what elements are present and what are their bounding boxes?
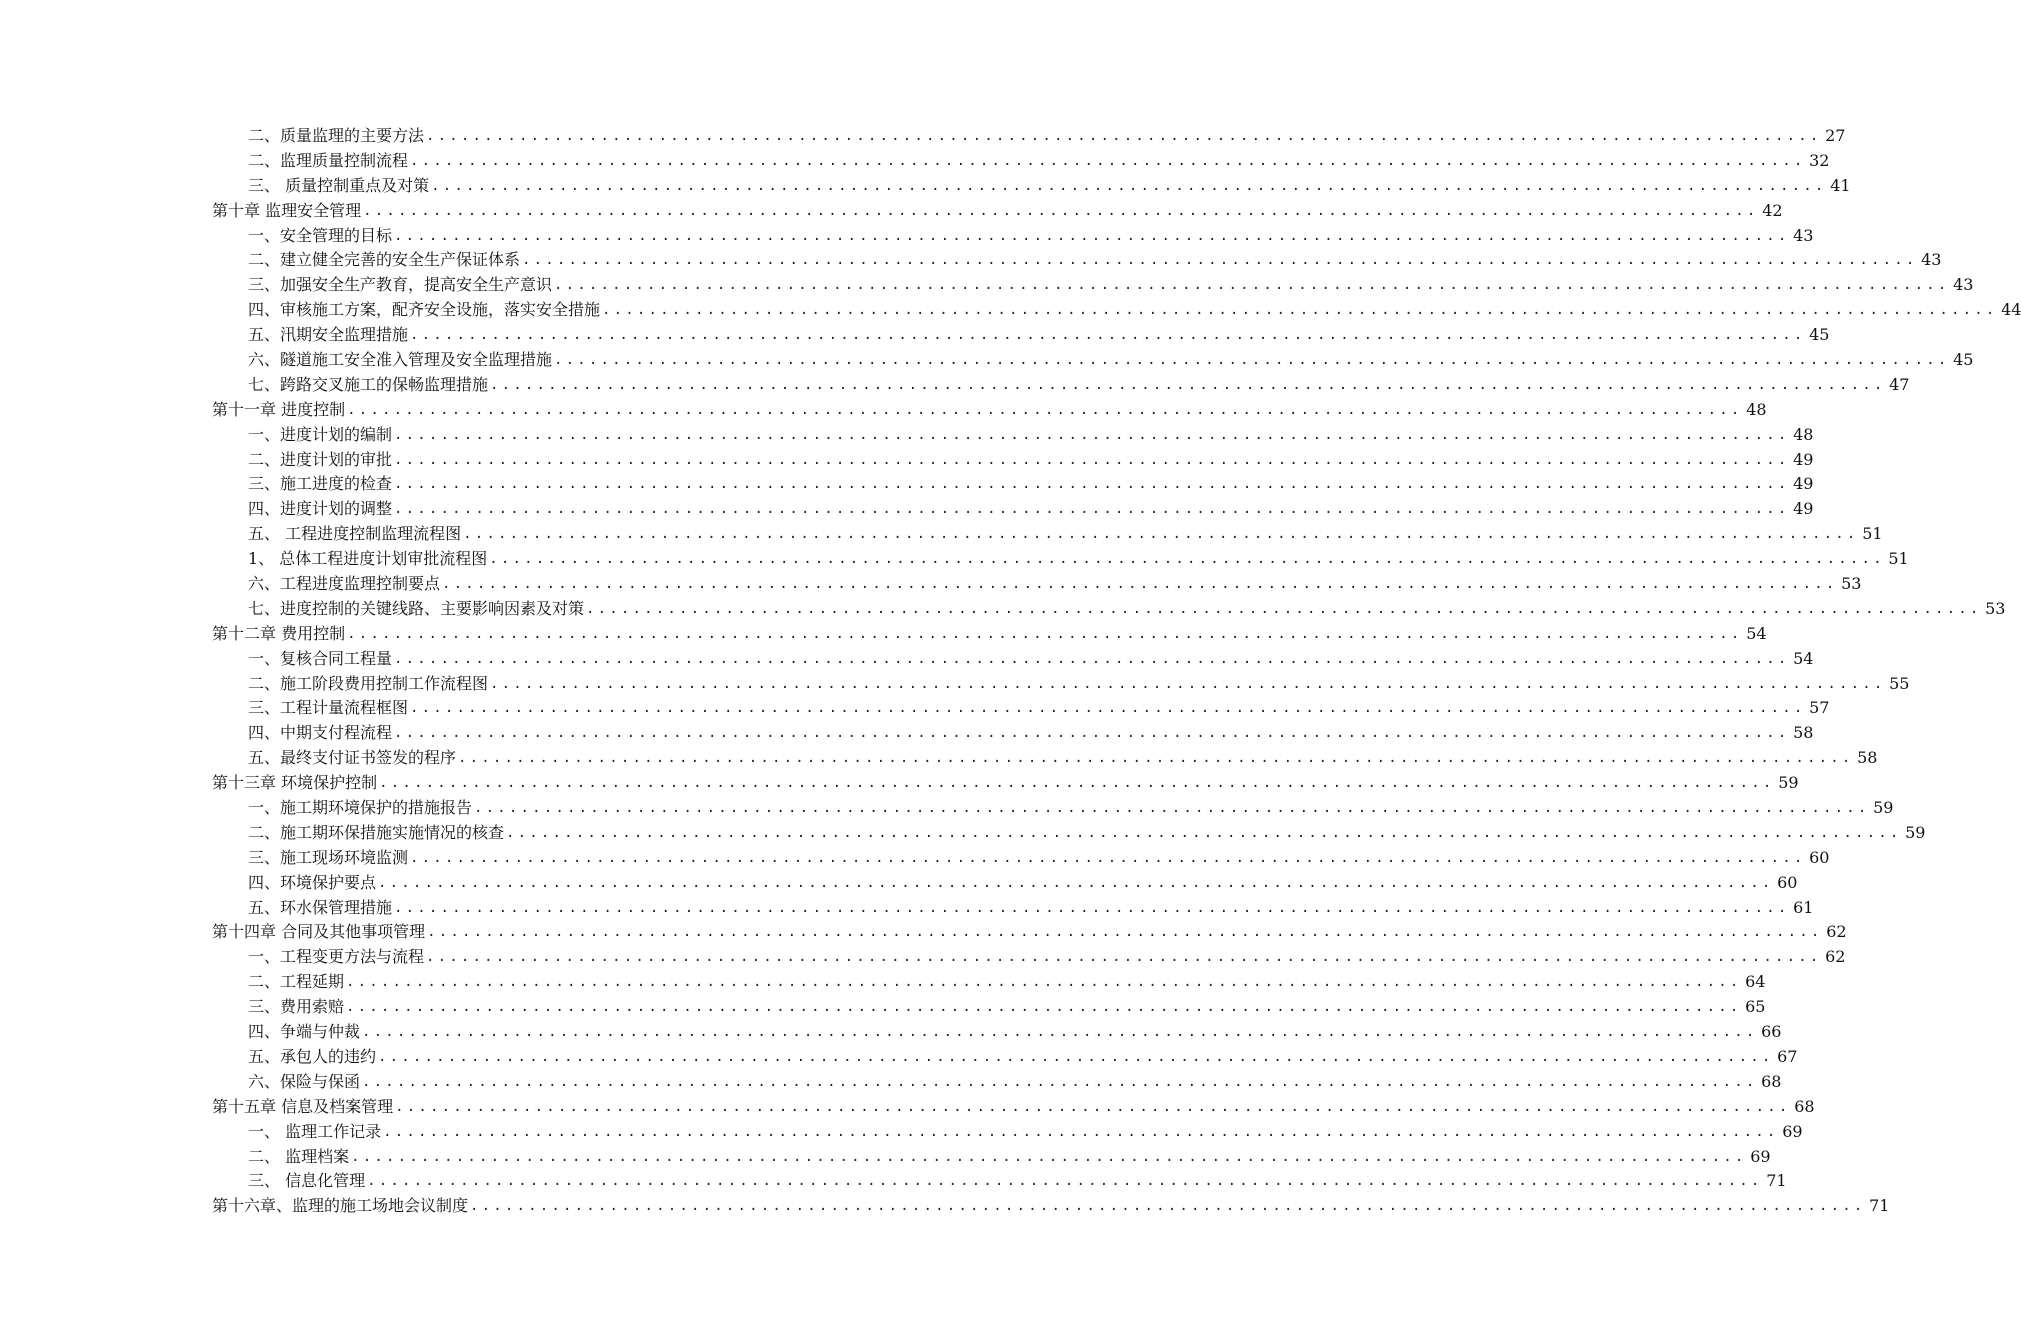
toc-entry-title: 二、工程延期 [248,972,345,992]
toc-section-entry[interactable] [212,1120,1803,1145]
toc-dot-leader: ........................................................................................................................ [554,277,1950,294]
toc-entry-title: 六、工程进度监理控制要点 [248,574,441,594]
toc-section-entry[interactable] [212,945,1846,970]
toc-chapter-entry[interactable] [212,398,1767,423]
toc-page-number: 71 [1869,1196,1890,1216]
toc-entry-title: 一、进度计划的编制 [248,424,393,444]
toc-dot-leader: ........................................................................................................................ [362,1073,1758,1090]
toc-section-entry[interactable] [212,273,1974,298]
toc-chapter-entry[interactable] [212,921,1847,946]
toc-dot-leader: ........................................................................................................................ [586,600,1982,617]
table-of-contents [212,124,2021,1219]
toc-chapter-entry[interactable] [212,1194,1890,1219]
toc-dot-leader: ........................................................................................................................ [362,1024,1758,1041]
toc-section-entry[interactable] [212,597,2006,622]
toc-section-entry[interactable] [212,1020,1782,1045]
toc-entry-title: 二、施工期环保措施实施情况的核查 [248,822,505,842]
toc-page-number: 53 [1985,598,2006,618]
toc-section-entry[interactable] [212,1169,1787,1194]
toc-section-entry[interactable] [212,871,1798,896]
toc-section-entry[interactable] [212,547,1909,572]
toc-page-number: 59 [1905,822,1926,842]
toc-section-entry[interactable] [212,124,1846,149]
toc-entry-title: 五、汛期安全监理措施 [248,325,409,345]
toc-page-number: 59 [1778,773,1799,793]
toc-page-number: 68 [1761,1071,1782,1091]
toc-section-entry[interactable] [212,1045,1798,1070]
toc-section-entry[interactable] [212,224,1814,249]
toc-page-number: 64 [1745,972,1766,992]
toc-dot-leader: ........................................................................................................................ [463,526,1859,543]
toc-section-entry[interactable] [212,1145,1771,1170]
toc-page-number: 58 [1793,723,1814,743]
toc-dot-leader: ........................................................................................................................ [394,650,1790,667]
toc-dot-leader: ........................................................................................................................ [474,800,1870,817]
toc-entry-title: 一、工程变更方法与流程 [248,947,425,967]
toc-dot-leader: ........................................................................................................................ [394,227,1790,244]
toc-chapter-entry[interactable] [212,622,1767,647]
toc-section-entry[interactable] [212,821,1926,846]
toc-chapter-entry[interactable] [212,199,1783,224]
toc-section-entry[interactable] [212,448,1814,473]
toc-dot-leader: ........................................................................................................................ [410,849,1806,866]
toc-page-number: 49 [1793,499,1814,519]
toc-page-number: 48 [1793,424,1814,444]
toc-section-entry[interactable] [212,572,1862,597]
toc-page-number: 54 [1793,648,1814,668]
toc-dot-leader: ........................................................................................................................ [394,725,1790,742]
toc-section-entry[interactable] [212,746,1878,771]
toc-page-number: 60 [1777,872,1798,892]
toc-page-number: 69 [1782,1121,1803,1141]
toc-page-number: 45 [1809,325,1830,345]
toc-dot-leader: ........................................................................................................................ [410,327,1806,344]
toc-page-number: 49 [1793,449,1814,469]
toc-page-number: 61 [1793,897,1814,917]
toc-entry-title: 第十五章 信息及档案管理 [212,1096,394,1116]
toc-dot-leader: ........................................................................................................................ [426,127,1822,144]
toc-page-number: 49 [1793,474,1814,494]
toc-page-number: 67 [1777,1046,1798,1066]
toc-section-entry[interactable] [212,846,1830,871]
toc-entry-title: 五、 工程进度控制监理流程图 [248,524,462,544]
toc-page-number: 51 [1862,524,1883,544]
toc-entry-title: 二、 监理档案 [248,1146,350,1166]
toc-entry-title: 三、工程计量流程框图 [248,698,409,718]
toc-dot-leader: ........................................................................................................................ [394,426,1790,443]
toc-entry-title: 一、 监理工作记录 [248,1121,382,1141]
toc-dot-leader: ........................................................................................................................ [394,476,1790,493]
toc-entry-title: 第十四章 合同及其他事项管理 [212,922,426,942]
toc-dot-leader: ........................................................................................................................ [351,1148,1747,1165]
toc-section-entry[interactable] [212,149,1830,174]
toc-section-entry[interactable] [212,323,1830,348]
toc-page-number: 68 [1794,1096,1815,1116]
toc-entry-title: 三、 质量控制重点及对策 [248,175,430,195]
toc-entry-title: 一、安全管理的目标 [248,225,393,245]
toc-section-entry[interactable] [212,647,1814,672]
toc-page-number: 54 [1746,623,1767,643]
toc-dot-leader: ........................................................................................................................ [410,152,1806,169]
toc-section-entry[interactable] [212,696,1830,721]
toc-page-number: 71 [1766,1171,1787,1191]
toc-entry-title: 第十六章、监理的施工场地会议制度 [212,1196,469,1216]
toc-dot-leader: ........................................................................................................................ [347,401,1743,418]
toc-page-number: 62 [1825,947,1846,967]
toc-page-number: 65 [1745,997,1766,1017]
toc-page-number: 58 [1857,748,1878,768]
toc-entry-title: 四、审核施工方案，配齐安全设施，落实安全措施 [248,300,601,320]
toc-section-entry[interactable] [212,497,1814,522]
toc-entry-title: 三、加强安全生产教育，提高安全生产意识 [248,275,553,295]
toc-dot-leader: ........................................................................................................................ [426,949,1822,966]
toc-dot-leader: ........................................................................................................................ [490,376,1886,393]
toc-entry-title: 四、环境保护要点 [248,872,377,892]
toc-page-number: 62 [1826,922,1847,942]
toc-dot-leader: ........................................................................................................................ [346,999,1742,1016]
toc-page-number: 48 [1746,399,1767,419]
toc-dot-leader: ........................................................................................................................ [602,302,1998,319]
toc-section-entry[interactable] [212,1070,1782,1095]
toc-dot-leader: ........................................................................................................................ [395,1098,1791,1115]
toc-entry-title: 三、施工现场环境监测 [248,847,409,867]
toc-dot-leader: ........................................................................................................................ [394,899,1790,916]
toc-section-entry[interactable] [212,472,1814,497]
toc-page-number: 44 [2001,300,2021,320]
toc-page-number: 32 [1809,150,1830,170]
toc-page-number: 57 [1809,698,1830,718]
toc-chapter-entry[interactable] [212,771,1799,796]
toc-entry-title: 七、进度控制的关键线路、主要影响因素及对策 [248,598,585,618]
toc-page-number: 69 [1750,1146,1771,1166]
toc-section-entry[interactable] [212,348,1974,373]
toc-dot-leader: ........................................................................................................................ [489,551,1885,568]
toc-entry-title: 二、监理质量控制流程 [248,150,409,170]
toc-entry-title: 三、 信息化管理 [248,1171,366,1191]
toc-entry-title: 三、费用索赔 [248,997,345,1017]
toc-section-entry[interactable] [212,721,1814,746]
toc-dot-leader: ........................................................................................................................ [363,202,1759,219]
toc-dot-leader: ........................................................................................................................ [458,750,1854,767]
toc-dot-leader: ........................................................................................................................ [490,675,1886,692]
toc-section-entry[interactable] [212,423,1814,448]
toc-entry-title: 1、 总体工程进度计划审批流程图 [248,549,488,569]
toc-page-number: 60 [1809,847,1830,867]
toc-entry-title: 四、争端与仲裁 [248,1022,361,1042]
toc-dot-leader: ........................................................................................................................ [378,1048,1774,1065]
toc-entry-title: 一、复核合同工程量 [248,648,393,668]
toc-entry-title: 第十二章 费用控制 [212,623,346,643]
toc-entry-title: 三、施工进度的检查 [248,474,393,494]
toc-section-entry[interactable] [212,373,1910,398]
toc-dot-leader: ........................................................................................................................ [431,177,1827,194]
toc-page-number: 53 [1841,574,1862,594]
toc-entry-title: 四、中期支付程流程 [248,723,393,743]
toc-section-entry[interactable] [212,248,1942,273]
toc-page-number: 27 [1825,125,1846,145]
toc-entry-title: 二、进度计划的审批 [248,449,393,469]
toc-page-number: 59 [1873,798,1894,818]
toc-entry-title: 二、质量监理的主要方法 [248,125,425,145]
toc-page-number: 43 [1953,275,1974,295]
toc-dot-leader: ........................................................................................................................ [347,625,1743,642]
toc-entry-title: 五、环水保管理措施 [248,897,393,917]
toc-entry-title: 第十章 监理安全管理 [212,200,362,220]
toc-dot-leader: ........................................................................................................................ [394,451,1790,468]
toc-section-entry[interactable] [212,174,1851,199]
toc-dot-leader: ........................................................................................................................ [394,501,1790,518]
toc-entry-title: 六、隧道施工安全准入管理及安全监理措施 [248,350,553,369]
toc-page-number: 45 [1953,350,1974,369]
toc-entry-title: 五、承包人的违约 [248,1046,377,1066]
toc-section-entry[interactable] [212,298,2021,323]
toc-entry-title: 第十三章 环境保护控制 [212,773,378,793]
toc-entry-title: 七、跨路交叉施工的保畅监理措施 [248,374,489,394]
toc-dot-leader: ........................................................................................................................ [506,824,1902,841]
toc-dot-leader: ........................................................................................................................ [442,576,1838,593]
toc-entry-title: 五、最终支付证书签发的程序 [248,748,457,768]
toc-dot-leader: ........................................................................................................................ [383,1123,1779,1140]
toc-section-entry[interactable] [212,995,1766,1020]
toc-page-number: 51 [1888,549,1909,569]
toc-section-entry[interactable] [212,522,1883,547]
toc-dot-leader: ........................................................................................................................ [367,1173,1763,1190]
toc-section-entry[interactable] [212,970,1766,995]
toc-section-entry[interactable] [212,672,1910,697]
toc-page-number: 55 [1889,673,1910,693]
toc-entry-title: 二、建立健全完善的安全生产保证体系 [248,250,521,270]
toc-section-entry[interactable] [212,896,1814,921]
toc-entry-title: 二、施工阶段费用控制工作流程图 [248,673,489,693]
toc-dot-leader: ........................................................................................................................ [410,700,1806,717]
toc-dot-leader: ........................................................................................................................ [379,775,1775,792]
toc-page-number: 43 [1793,225,1814,245]
toc-dot-leader: ........................................................................................................................ [522,252,1918,269]
toc-chapter-entry[interactable] [212,1095,1815,1120]
toc-dot-leader: ........................................................................................................................ [427,924,1823,941]
toc-dot-leader: ........................................................................................................................ [470,1198,1866,1215]
toc-section-entry[interactable] [212,796,1894,821]
toc-entry-title: 第十一章 进度控制 [212,399,346,419]
toc-entry-title: 一、施工期环境保护的措施报告 [248,798,473,818]
toc-dot-leader: ........................................................................................................................ [554,352,1950,368]
toc-page-number: 43 [1921,250,1942,270]
toc-entry-title: 六、保险与保函 [248,1071,361,1091]
toc-dot-leader: ........................................................................................................................ [346,974,1742,991]
toc-page-number: 42 [1762,200,1783,220]
toc-page-number: 66 [1761,1022,1782,1042]
toc-page-number: 47 [1889,374,1910,394]
toc-page-number: 41 [1830,175,1851,195]
toc-entry-title: 四、进度计划的调整 [248,499,393,519]
toc-dot-leader: ........................................................................................................................ [378,874,1774,891]
